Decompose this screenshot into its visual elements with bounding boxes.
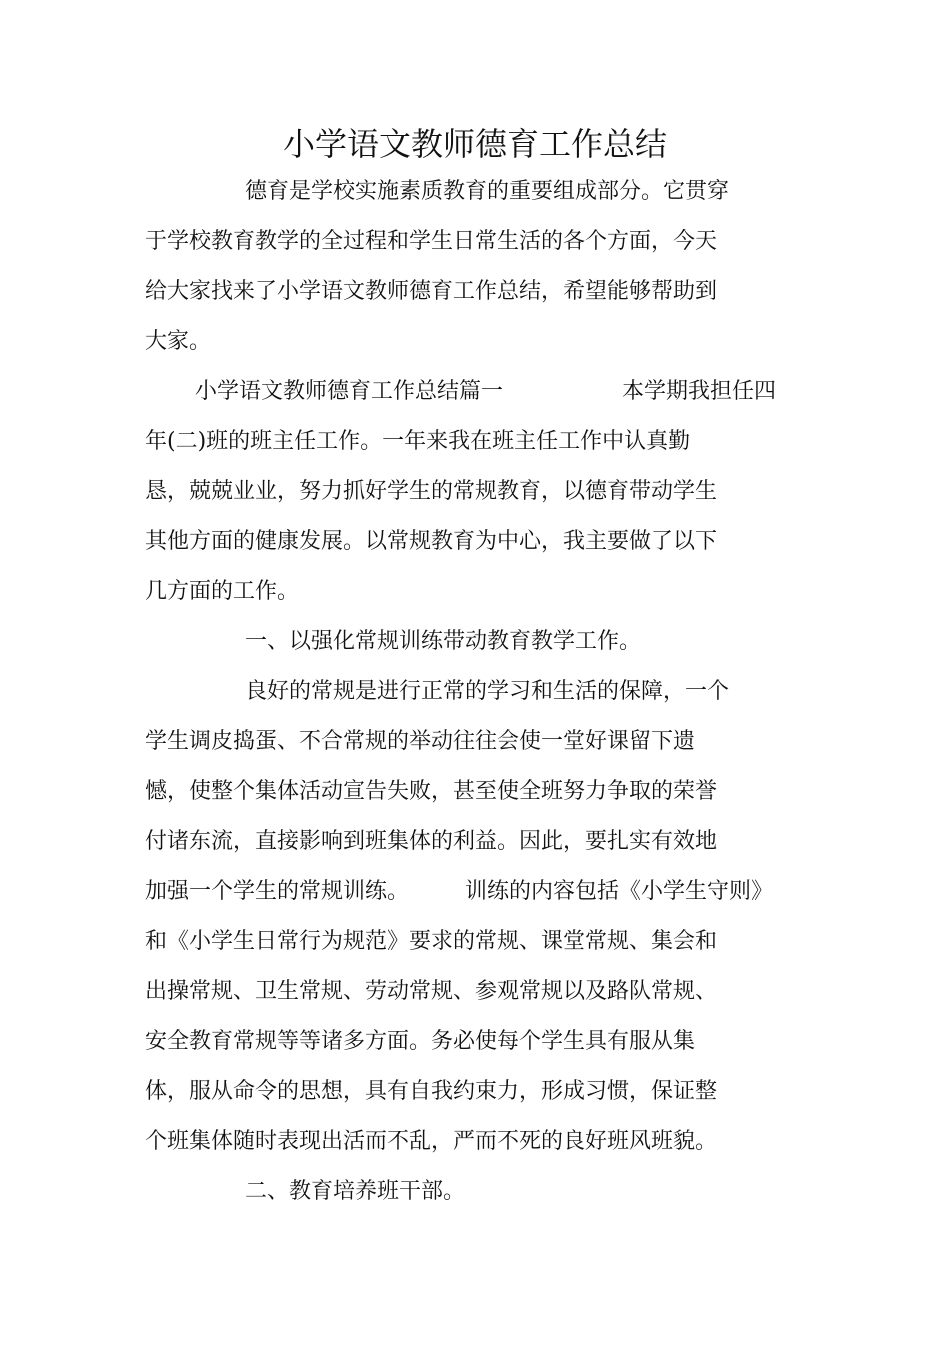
section-heading: 二、教育培养班干部。 <box>245 1179 466 1204</box>
section-heading: 一、以强化常规训练带动教育教学工作。 <box>245 629 642 654</box>
text-line: 给大家找来了小学语文教师德育工作总结，希望能够帮助到 <box>145 279 718 304</box>
text-line: 几方面的工作。 <box>145 579 300 604</box>
text-line: 加强一个学生的常规训练。 <box>145 879 410 904</box>
text-line: 训练的内容包括《小学生守则》 <box>465 879 774 904</box>
text-line: 憾，使整个集体活动宣告失败，甚至使全班努力争取的荣誉 <box>145 779 718 804</box>
text-line: 于学校教育教学的全过程和学生日常生活的各个方面，今天 <box>145 229 718 254</box>
section-heading: 小学语文教师德育工作总结篇一 <box>195 379 504 404</box>
text-line: 德育是学校实施素质教育的重要组成部分。它贯穿 <box>245 179 730 204</box>
text-line: 良好的常规是进行正常的学习和生活的保障，一个 <box>245 679 730 704</box>
text-line: 付诸东流，直接影响到班集体的利益。因此，要扎实有效地 <box>145 829 718 854</box>
text-line: 个班集体随时表现出活而不乱，严而不死的良好班风班貌。 <box>145 1129 718 1154</box>
text-line: 本学期我担任四 <box>622 379 777 404</box>
text-line: 其他方面的健康发展。以常规教育为中心，我主要做了以下 <box>145 529 718 554</box>
text-line: 年(二)班的班主任工作。一年来我在班主任工作中认真勤 <box>145 429 691 454</box>
text-line: 安全教育常规等等诸多方面。务必使每个学生具有服从集 <box>145 1029 696 1054</box>
text-line: 和《小学生日常行为规范》要求的常规、课堂常规、集会和 <box>145 929 718 954</box>
text-line: 学生调皮捣蛋、不合常规的举动往往会使一堂好课留下遗 <box>145 729 696 754</box>
text-line: 体，服从命令的思想，具有自我约束力，形成习惯，保证整 <box>145 1079 718 1104</box>
text-line: 大家。 <box>145 329 212 354</box>
text-line: 出操常规、卫生常规、劳动常规、参观常规以及路队常规、 <box>145 979 718 1004</box>
text-line: 恳，兢兢业业，努力抓好学生的常规教育，以德育带动学生 <box>145 479 718 504</box>
document-title: 小学语文教师德育工作总结 <box>282 125 667 163</box>
